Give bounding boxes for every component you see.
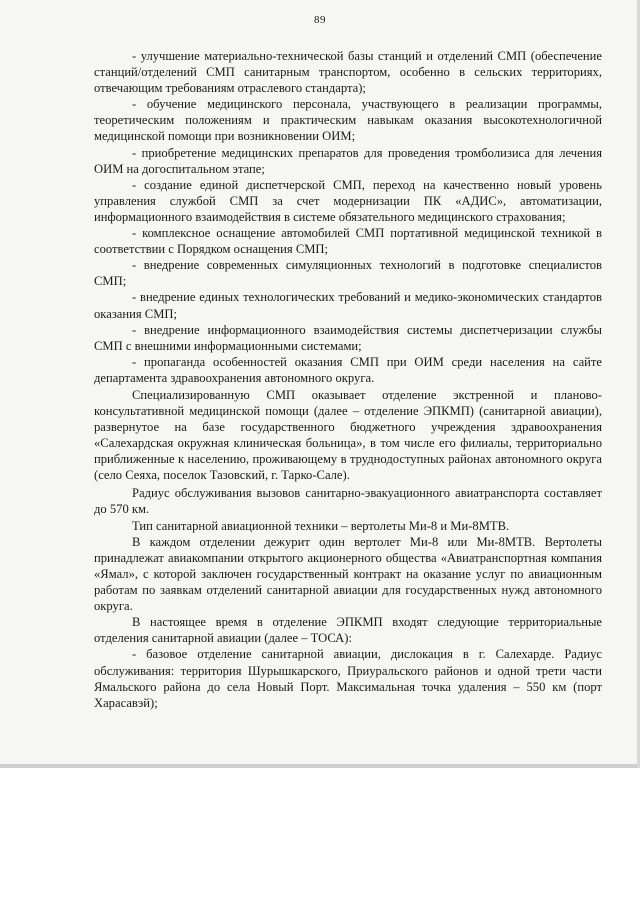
paragraph-list-item: - пропаганда особенностей оказания СМП при ОИМ среди населения на сайте департамента здравоохранения автономного округа. [94,354,602,385]
paragraph-service-radius: Радиус обслуживания вызовов санитарно-эвакуационного авиатранспорта составляет до 570 км. [94,485,602,516]
paragraph-list-item: - обучение медицинского персонала, участвующего в реализации программы, теоретическим положениям и практическим навыкам оказания высокотехнологичной медицинской помощи при возникновении ОИМ; [94,97,602,144]
page-number: 89 [314,14,326,26]
paragraph-helicopter-duty: В каждом отделении дежурит один вертолет Ми-8 или Ми-8МТВ. Вертолеты принадлежат авиакомпании открытого акционерного общества «Авиатранспортная компания «Ямал», с которой заключен государственный контракт на оказание услуг по авиационным работам по заявкам отделений санитарной авиации для государственных нужд автономного округа. [94,534,602,614]
paragraph-list-item: - создание единой диспетчерской СМП, переход на качественно новый уровень управления службой СМП за счет модернизации ПК «АДИС», автоматизации, информационного взаимодействия в системе обязательного медицинского страхования; [94,177,602,224]
paragraph-base-department: - базовое отделение санитарной авиации, дислокация в г. Салехарде. Радиус обслуживания: территория Шурышкарского, Приуральского районов и одной трети части Ямальского района до села Новый Порт. Максимальная точка удаления – 550 км (порт Харасавэй); [94,647,602,710]
paragraph-list-item: - комплексное оснащение автомобилей СМП портативной медицинской техникой в соответствии с Порядком оснащения СМП; [94,226,602,257]
paragraph-list-item: - внедрение современных симуляционных технологий в подготовке специалистов СМП; [94,258,602,289]
paragraph-list-item: - внедрение единых технологических требований и медико-экономических стандартов оказания СМП; [94,290,602,321]
paragraph-specialized-care: Специализированную СМП оказывает отделение экстренной и планово-консультативной медицинской помощи (далее – отделение ЭПКМП) (санитарной авиации), развернутое на базе государственного бюджетного учреждения здравоохранения «Салехардская окружная клиническая больница», в том числе его филиалы, территориально приближенные к населению, проживающему в труднодоступных районах автономного округа (село Сеяха, поселок Тазовский, г. Тарко-Сале). [94,387,602,483]
paragraph-tosa-intro: В настоящее время в отделение ЭПКМП входят следующие территориальные отделения санитарной авиации (далее – ТОСА): [94,615,602,646]
paragraph-list-item: - улучшение материально-технической базы станций и отделений СМП (обеспечение станций/отделений СМП санитарным транспортом, особенно в сельских территориях, отвечающим требованиям отраслевого стандарта); [94,49,602,96]
paragraph-list-item: - приобретение медицинских препаратов для проведения тромболизиса для лечения ОИМ на догоспитальном этапе; [94,145,602,176]
paragraph-aircraft-type: Тип санитарной авиационной техники – вертолеты Ми-8 и Ми-8МТВ. [132,518,510,533]
document-body [94,48,602,711]
paragraph-list-item: - внедрение информационного взаимодействия системы диспетчеризации службы СМП с внешними информационными системами; [94,322,602,353]
